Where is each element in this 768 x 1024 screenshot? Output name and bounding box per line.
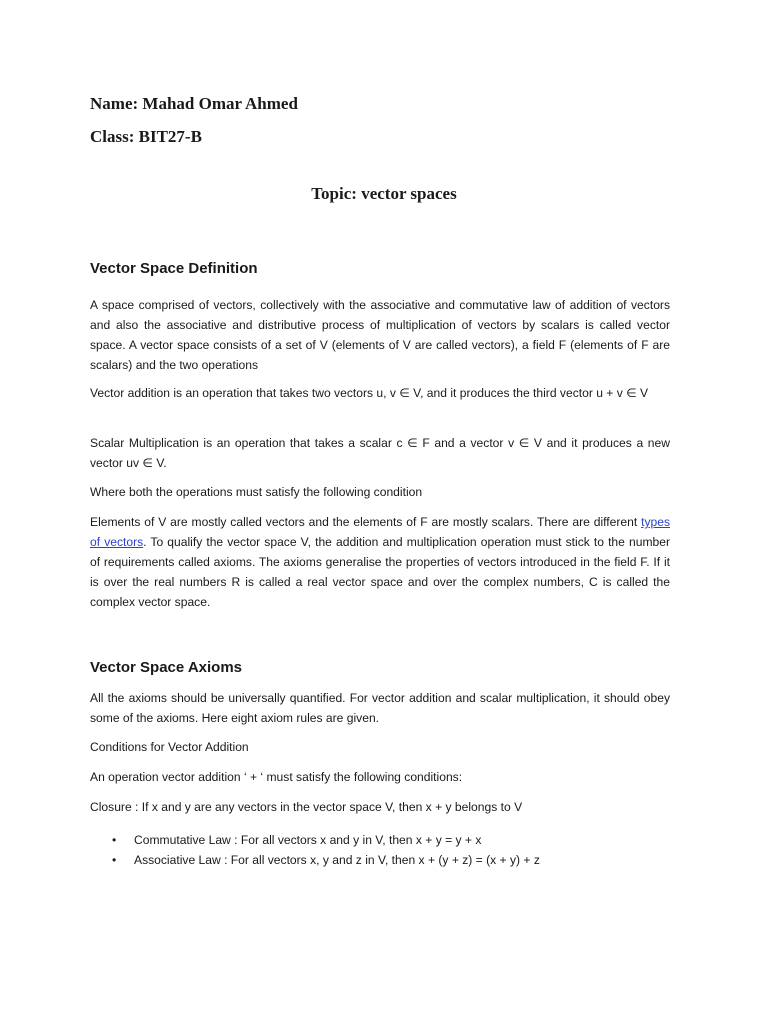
definition-heading: Vector Space Definition [90,260,258,277]
list-item-text: Commutative Law : For all vectors x and y in V, then x + y = y + x [134,833,482,847]
list-item [110,850,670,870]
definition-paragraph-3: Scalar Multiplication is an operation that takes a scalar c ∈ F and a vector v ∈ V and it produces a new vector uv ∈ V. [90,436,670,470]
student-name: Name: Mahad Omar Ahmed [90,94,298,113]
bullet-icon: • [112,833,117,847]
list-item-text: Associative Law : For all vectors x, y and z in V, then x + (y + z) = (x + y) + z [134,853,540,867]
axiom-bullet-list [110,830,670,870]
axioms-paragraph-3: An operation vector addition ‘ + ‘ must satisfy the following conditions: [90,770,463,784]
definition-paragraph-2: Vector addition is an operation that takes two vectors u, v ∈ V, and it produces the third vector u + v ∈ V [90,386,649,400]
student-class: Class: BIT27-B [90,127,202,146]
list-item [110,830,670,850]
axioms-paragraph-4: Closure : If x and y are any vectors in the vector space V, then x + y belongs to V [90,800,523,814]
paragraph-text: Elements of V are mostly called vectors and the elements of F are mostly scalars. There are different [90,515,642,529]
types-of-vectors-link[interactable]: types of vectors [90,515,670,549]
definition-paragraph-5 [90,512,670,612]
definition-paragraph-1: A space comprised of vectors, collectively with the associative and commutative law of addition of vectors and also the associative and distributive process of multiplication of vectors by scalars is called vector space. A vector space consists of a set of V (elements of V are called vectors), a field F (elements of F are scalars) and the two operations [90,298,670,372]
paragraph-text: . To qualify the vector space V, the addition and multiplication operation must stick to the number of requirements called axioms. The axioms generalise the properties of vectors introduced in the field F. If it is over the real numbers R is called a real vector space and over the complex numbers, C is called the complex vector space. [90,535,670,609]
axioms-paragraph-2: Conditions for Vector Addition [90,740,249,754]
definition-paragraph-4: Where both the operations must satisfy the following condition [90,485,423,499]
axioms-paragraph-1: All the axioms should be universally quantified. For vector addition and scalar multiplication, it should obey some of the axioms. Here eight axiom rules are given. [90,691,670,725]
bullet-icon: • [112,853,117,867]
topic-title: Topic: vector spaces [311,184,457,203]
axioms-heading: Vector Space Axioms [90,659,243,676]
